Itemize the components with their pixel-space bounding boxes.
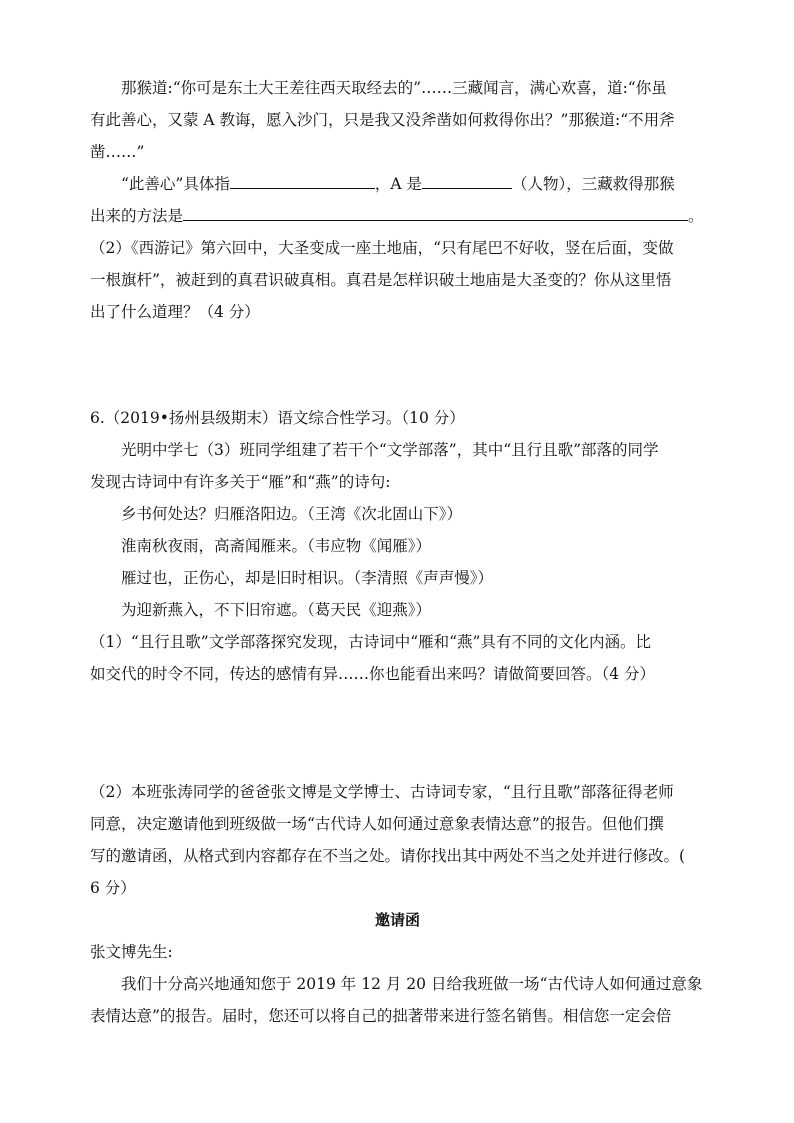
fill-text-3: （人物），三藏救得那猴 [511, 175, 675, 193]
answer-blank-3[interactable] [183, 202, 688, 221]
fill-in-line-2 [90, 200, 705, 232]
poem-line: 雁过也，正伤心，却是旧时相识。（李清照《声声慢》） [121, 569, 494, 587]
poem-line: 为迎新燕入，不下旧帘遮。（葛天民《迎燕》） [121, 601, 432, 619]
question-2-line-1: （2）《西游记》第六回中，大圣变成一座土地庙，“只有尾巴不好收，竖在后面，变做 [90, 239, 674, 257]
question-2-line-3: 出了什么道理？（4 分） [90, 303, 260, 321]
poem-line: 乡书何处达？归雁洛阳边。（王湾《次北固山下》） [121, 505, 463, 523]
passage-line-1: 那猴道:“你可是东土大王差往西天取经去的”……三藏闻言，满心欢喜，道:“你虽 [121, 79, 667, 97]
question-6-intro-1: 光明中学七（3）班同学组建了若干个“文学部落”，其中“且行且歌”部落的同学 [121, 441, 659, 459]
document-page [90, 72, 705, 1032]
sub-question-2-line-4: 6 分） [90, 879, 136, 897]
letter-title: 邀请函 [374, 911, 420, 929]
answer-blank-1[interactable] [230, 170, 375, 189]
fill-in-line-1 [90, 168, 705, 200]
question-6-intro-2: 发现古诗词中有许多关于“雁”和“燕”的诗句: [90, 473, 391, 491]
sub-question-1-line-1: （1）“且行且歌”文学部落探究发现，古诗词中“雁和“燕”具有不同的文化内涵。比 [90, 633, 651, 651]
letter-body-line-2: 表情达意”的报告。届时，您还可以将自己的拙著带来进行签名销售。相信您一定会倍 [90, 1007, 672, 1025]
fill-text-2: ，A 是 [374, 175, 422, 193]
letter-salutation: 张文博先生: [90, 943, 173, 961]
fill-text-5: 。 [688, 207, 704, 225]
question-6-header: 6.（2019•扬州县级期末）语文综合性学习。（10 分） [90, 409, 465, 427]
sub-question-1-line-2: 如交代的时令不同，传达的感情有异……你也能看出来吗？请做简要回答。（4 分） [90, 665, 656, 683]
letter-body-line-1: 我们十分高兴地通知您于 2019 年 12 月 20 日给我班做一场“古代诗人如何通过意象 [121, 975, 703, 993]
answer-blank-2[interactable] [422, 170, 512, 189]
question-2-line-2: 一根旗杆”，被赶到的真君识破真相。真君是怎样识破土地庙是大圣变的？你从这里悟 [90, 271, 672, 289]
passage-line-3: 凿……” [90, 143, 145, 161]
answer-space-2[interactable] [90, 690, 705, 776]
fill-text-1: “此善心”具体指 [121, 175, 230, 193]
sub-question-2-line-1: （2）本班张涛同学的爸爸张文博是文学博士、古诗词专家，“且行且歌”部落征得老师 [90, 783, 674, 801]
sub-question-2-line-3: 写的邀请函，从格式到内容都存在不当之处。请你找出其中两处不当之处并进行修改。( [90, 847, 686, 865]
sub-question-2-line-2: 同意，决定邀请他到班级做一场“古代诗人如何通过意象表情达意”的报告。但他们撰 [90, 815, 664, 833]
poem-line: 淮南秋夜雨，高斋闻雁来。（韦应物《闻雁》） [121, 537, 432, 555]
passage-line-2: 有此善心，又蒙 A 教诲，愿入沙门，只是我又没斧凿如何救得你出？”那猴道:“不用斧 [90, 111, 675, 129]
fill-text-4: 出来的方法是 [90, 207, 184, 225]
